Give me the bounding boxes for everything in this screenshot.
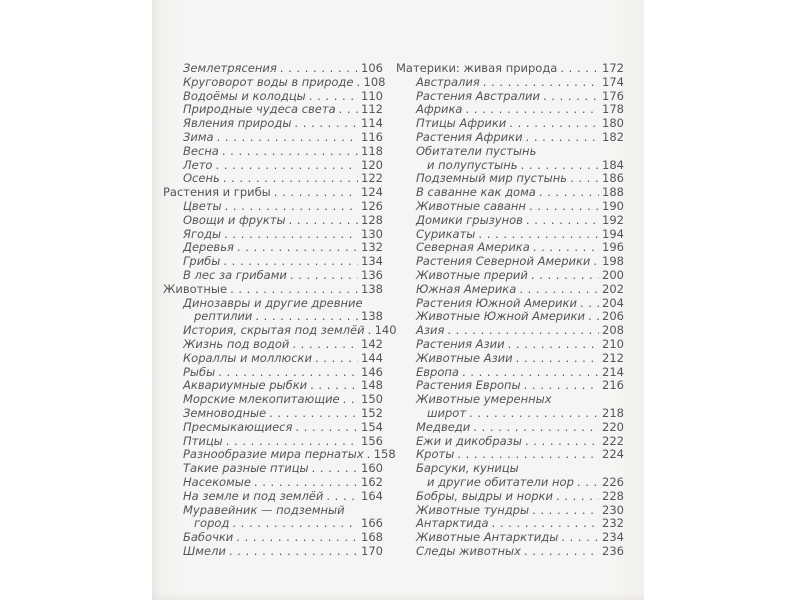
dot-leader bbox=[532, 504, 599, 518]
page-number: 236 bbox=[602, 543, 624, 558]
toc-entry-label: Животные bbox=[163, 281, 228, 296]
toc-entry-label: и полупустынь bbox=[427, 157, 518, 172]
toc-entry bbox=[163, 269, 383, 283]
dot-leader bbox=[588, 310, 599, 324]
page-number: 196 bbox=[602, 240, 624, 255]
toc-entry-label: Шмели bbox=[183, 543, 226, 558]
toc-entry-label: Животные тундры bbox=[416, 502, 530, 517]
dot-leader bbox=[215, 159, 358, 173]
toc-entry bbox=[396, 517, 624, 531]
dot-leader bbox=[556, 490, 599, 504]
toc-entry-label: Животные умеренных bbox=[416, 392, 552, 407]
page-number: 210 bbox=[602, 336, 624, 351]
dot-leader bbox=[226, 435, 358, 449]
toc-entry bbox=[396, 269, 624, 283]
toc-entry bbox=[396, 145, 624, 159]
toc-entry bbox=[163, 323, 397, 338]
page-number: 108 bbox=[363, 74, 386, 89]
dot-leader bbox=[326, 490, 358, 504]
dot-leader bbox=[509, 117, 599, 131]
toc-entry-label: широт bbox=[427, 405, 467, 420]
toc-entry bbox=[163, 310, 383, 324]
page-number: 214 bbox=[602, 364, 624, 379]
toc-entry-label: Животные Азии bbox=[416, 350, 513, 365]
toc-entry-label: Обитатели пустынь bbox=[416, 143, 537, 158]
toc-entry-label: Австралия bbox=[416, 74, 480, 89]
dot-leader bbox=[222, 145, 358, 159]
toc-entry bbox=[396, 228, 624, 242]
toc-entry bbox=[396, 448, 624, 462]
dot-leader bbox=[343, 393, 358, 407]
toc-entry-label: В саванне как дома bbox=[416, 185, 536, 200]
page-number: 216 bbox=[602, 378, 624, 393]
toc-entry bbox=[163, 407, 383, 421]
toc-entry-label: Домики грызунов bbox=[416, 212, 523, 227]
page-number: 200 bbox=[602, 267, 624, 282]
page-number: 160 bbox=[361, 461, 383, 476]
page-number: 130 bbox=[361, 226, 383, 241]
dot-leader bbox=[560, 62, 599, 76]
page-number: 190 bbox=[602, 198, 624, 213]
dot-leader bbox=[516, 352, 599, 366]
toc-entry-label: Птицы bbox=[183, 433, 223, 448]
toc-entry bbox=[163, 241, 383, 255]
book-page bbox=[152, 0, 644, 600]
toc-entry bbox=[396, 159, 624, 173]
toc-entry-label: Деревья bbox=[183, 240, 234, 255]
dot-leader bbox=[290, 269, 358, 283]
page-number: 154 bbox=[361, 419, 383, 434]
toc-entry-label: Пресмыкающиеся bbox=[183, 419, 293, 434]
toc-column-left bbox=[163, 61, 397, 559]
toc-entry bbox=[396, 490, 624, 504]
dot-leader bbox=[469, 407, 599, 421]
toc-entry bbox=[396, 504, 624, 518]
dot-leader bbox=[255, 310, 358, 324]
toc-entry bbox=[396, 476, 624, 490]
toc-entry bbox=[163, 255, 383, 269]
toc-section-header bbox=[163, 186, 383, 200]
toc-entry-label: Кроты bbox=[416, 447, 455, 462]
toc-entry bbox=[396, 283, 624, 297]
dot-leader bbox=[483, 76, 599, 90]
toc-entry bbox=[163, 421, 383, 435]
page-number: 138 bbox=[361, 309, 383, 324]
toc-entry bbox=[396, 297, 624, 311]
dot-leader bbox=[525, 435, 599, 449]
dot-leader bbox=[447, 324, 599, 338]
toc-entry-label: Водоёмы и колодцы bbox=[183, 88, 306, 103]
page-number: 152 bbox=[361, 405, 383, 420]
toc-entry-label: Сурикаты bbox=[416, 226, 476, 241]
toc-entry bbox=[163, 476, 383, 490]
toc-entry bbox=[163, 531, 383, 545]
dot-leader bbox=[223, 255, 358, 269]
toc-entry-label: Растения Африки bbox=[416, 129, 523, 144]
toc-entry bbox=[396, 407, 624, 421]
page-number: 140 bbox=[374, 323, 397, 338]
page-number: 218 bbox=[602, 405, 624, 420]
dot-leader bbox=[230, 283, 358, 297]
toc-entry bbox=[163, 131, 383, 145]
page-number: 176 bbox=[602, 88, 624, 103]
toc-entry bbox=[396, 435, 624, 449]
toc-entry-label: Разнообразие мира пернатых bbox=[183, 447, 364, 462]
page-number: 120 bbox=[361, 157, 383, 172]
toc-entry bbox=[396, 310, 624, 324]
dot-leader bbox=[521, 159, 599, 173]
toc-entry bbox=[396, 255, 624, 269]
toc-entry-label: Бобры, выдры и норки bbox=[416, 488, 553, 503]
toc-entry bbox=[396, 352, 624, 366]
toc-entry-label: Динозавры и другие древние bbox=[183, 295, 363, 310]
page-number: 128 bbox=[361, 212, 383, 227]
dot-leader bbox=[577, 476, 599, 490]
page-number: 126 bbox=[361, 198, 383, 213]
dot-leader bbox=[254, 476, 358, 490]
dot-leader bbox=[524, 379, 599, 393]
page-number: 118 bbox=[361, 143, 383, 158]
toc-entry bbox=[163, 103, 383, 117]
page-number: 172 bbox=[602, 61, 624, 75]
toc-entry bbox=[396, 131, 624, 145]
toc-entry-label: Антарктида bbox=[416, 516, 489, 531]
dot-leader bbox=[289, 214, 358, 228]
page-number: 212 bbox=[602, 350, 624, 365]
dot-leader bbox=[473, 421, 599, 435]
toc-entry-label: Растения Азии bbox=[416, 336, 505, 351]
toc-entry bbox=[163, 393, 383, 407]
dot-leader bbox=[312, 462, 358, 476]
page-number: 142 bbox=[361, 336, 383, 351]
page-number: 182 bbox=[602, 129, 624, 144]
toc-entry bbox=[396, 117, 624, 131]
page-number: 220 bbox=[602, 419, 624, 434]
toc-entry bbox=[396, 324, 624, 338]
page-number: 134 bbox=[361, 254, 383, 269]
toc-entry-label: Весна bbox=[183, 143, 219, 158]
toc-entry-label: Северная Америка bbox=[416, 240, 530, 255]
dot-leader bbox=[294, 117, 358, 131]
toc-entry bbox=[163, 462, 383, 476]
page-number: 194 bbox=[602, 226, 624, 241]
toc-entry bbox=[163, 435, 383, 449]
toc-entry-label: Материки: живая природа bbox=[396, 61, 558, 75]
toc-entry-label: Зима bbox=[183, 129, 214, 144]
toc-entry bbox=[396, 90, 624, 104]
toc-entry bbox=[396, 366, 624, 380]
dot-leader bbox=[492, 517, 599, 531]
toc-entry bbox=[396, 338, 624, 352]
page-number: 114 bbox=[361, 116, 383, 131]
toc-entry bbox=[396, 545, 624, 559]
dot-leader bbox=[274, 186, 358, 200]
toc-entry-label: город bbox=[194, 516, 230, 531]
dot-leader bbox=[315, 352, 358, 366]
page-number: 146 bbox=[361, 364, 383, 379]
toc-entry bbox=[163, 379, 383, 393]
dot-leader bbox=[457, 448, 599, 462]
page-number: 106 bbox=[361, 61, 383, 75]
toc-entry bbox=[396, 462, 624, 476]
toc-entry bbox=[163, 172, 383, 186]
toc-entry bbox=[163, 90, 383, 104]
toc-entry bbox=[163, 297, 383, 311]
toc-entry-label: Европа bbox=[416, 364, 459, 379]
toc-entry bbox=[396, 76, 624, 90]
toc-entry bbox=[396, 241, 624, 255]
page-number: 156 bbox=[361, 433, 383, 448]
toc-section-header bbox=[163, 283, 383, 297]
toc-entry-label: Лето bbox=[183, 157, 213, 172]
dot-leader bbox=[309, 90, 358, 104]
dot-leader bbox=[529, 200, 599, 214]
toc-entry bbox=[396, 379, 624, 393]
dot-leader bbox=[593, 255, 599, 269]
page-number: 184 bbox=[602, 157, 624, 172]
page-number: 206 bbox=[602, 309, 624, 324]
toc-entry-label: Барсуки, куницы bbox=[416, 461, 519, 476]
page-number: 204 bbox=[602, 295, 624, 310]
toc-entry-label: Растения и грибы bbox=[163, 185, 271, 200]
toc-entry-label: Муравейник — подземный bbox=[183, 502, 345, 517]
page-number: 136 bbox=[361, 267, 383, 282]
dot-leader bbox=[223, 172, 358, 186]
dot-leader bbox=[269, 407, 358, 421]
toc-entry-label: Цветы bbox=[183, 198, 222, 213]
page-number: 198 bbox=[602, 254, 624, 269]
dot-leader bbox=[465, 103, 599, 117]
toc-entry bbox=[163, 490, 383, 504]
toc-entry-label: Круговорот воды в природе bbox=[183, 74, 354, 89]
page-number: 208 bbox=[602, 323, 624, 338]
dot-leader bbox=[462, 366, 599, 380]
toc-entry-label: Растения Австралии bbox=[416, 88, 540, 103]
toc-entry-label: Ягоды bbox=[183, 226, 222, 241]
dot-leader bbox=[519, 283, 599, 297]
dot-leader bbox=[526, 214, 599, 228]
toc-entry-label: История, скрытая под землёй bbox=[183, 323, 365, 338]
toc-entry bbox=[396, 172, 624, 186]
dot-leader bbox=[218, 366, 358, 380]
page-number: 234 bbox=[602, 530, 624, 545]
dot-leader bbox=[543, 90, 599, 104]
toc-entry-label: Бабочки bbox=[183, 530, 234, 545]
page-number: 138 bbox=[361, 281, 383, 296]
toc-entry-label: Животные саванн bbox=[416, 198, 526, 213]
dot-leader bbox=[531, 269, 599, 283]
dot-leader bbox=[368, 324, 372, 338]
page-number: 192 bbox=[602, 212, 624, 227]
page-number: 202 bbox=[602, 281, 624, 296]
toc-entry bbox=[396, 421, 624, 435]
toc-entry-label: На земле и под землёй bbox=[183, 488, 324, 503]
toc-entry-label: В лес за грибами bbox=[183, 267, 287, 282]
toc-entry bbox=[163, 366, 383, 380]
page-number: 188 bbox=[602, 185, 624, 200]
toc-entry-label: Жизнь под водой bbox=[183, 336, 290, 351]
dot-leader bbox=[295, 421, 358, 435]
page-number: 132 bbox=[361, 240, 383, 255]
page-number: 148 bbox=[361, 378, 383, 393]
toc-entry bbox=[163, 214, 383, 228]
toc-entry-label: Животные Южной Америки bbox=[416, 309, 585, 324]
page-number: 144 bbox=[361, 350, 383, 365]
dot-leader bbox=[310, 379, 358, 393]
toc-entry bbox=[163, 145, 383, 159]
page-number: 116 bbox=[361, 129, 383, 144]
page-number: 186 bbox=[602, 171, 624, 186]
toc-entry-label: Аквариумные рыбки bbox=[183, 378, 308, 393]
toc-entry bbox=[396, 186, 624, 200]
dot-leader bbox=[232, 517, 358, 531]
page-number: 110 bbox=[361, 88, 383, 103]
toc-entry-label: Растения Европы bbox=[416, 378, 521, 393]
dot-leader bbox=[526, 131, 599, 145]
toc-entry bbox=[163, 74, 386, 90]
toc-entry-label: Рыбы bbox=[183, 364, 216, 379]
toc-entry bbox=[163, 200, 383, 214]
toc-entry bbox=[163, 228, 383, 242]
toc-entry-label: Растения Южной Америки bbox=[416, 295, 577, 310]
page-number: 168 bbox=[361, 530, 383, 545]
page-number: 162 bbox=[361, 474, 383, 489]
page-number: 178 bbox=[602, 102, 624, 117]
dot-leader bbox=[225, 200, 358, 214]
toc-entry-label: Следы животных bbox=[416, 543, 521, 558]
page-number: 224 bbox=[602, 447, 624, 462]
toc-entry bbox=[396, 200, 624, 214]
toc-entry-label: Природные чудеса света bbox=[183, 102, 336, 117]
toc-entry bbox=[396, 531, 624, 545]
toc-entry-label: рептилии bbox=[194, 309, 253, 324]
toc-entry-label: Азия bbox=[416, 323, 445, 338]
toc-entry-label: Земноводные bbox=[183, 405, 267, 420]
toc-entry-label: Морские млекопитающие bbox=[183, 392, 340, 407]
toc-entry-label: Кораллы и моллюски bbox=[183, 350, 312, 365]
dot-leader bbox=[236, 531, 358, 545]
dot-leader bbox=[339, 103, 358, 117]
page-number: 150 bbox=[361, 392, 383, 407]
toc-entry bbox=[163, 352, 383, 366]
page-number: 166 bbox=[361, 516, 383, 531]
page-number: 230 bbox=[602, 502, 624, 517]
dot-leader bbox=[580, 297, 599, 311]
dot-leader bbox=[356, 76, 360, 90]
toc-entry-label: Южная Америка bbox=[416, 281, 517, 296]
toc-entry-label: Ежи и дикобразы bbox=[416, 433, 522, 448]
toc-entry-label: Насекомые bbox=[183, 474, 251, 489]
page-number: 122 bbox=[361, 171, 383, 186]
toc-entry-label: Осень bbox=[183, 171, 220, 186]
toc-entry-label: и другие обитатели нор bbox=[427, 474, 574, 489]
toc-entry-label: Животные прерий bbox=[416, 267, 528, 282]
toc-entry-label: Овощи и фрукты bbox=[183, 212, 286, 227]
dot-leader bbox=[292, 338, 358, 352]
dot-leader bbox=[524, 545, 599, 559]
page-number: 112 bbox=[361, 102, 383, 117]
toc-entry-label: Такие разные птицы bbox=[183, 461, 309, 476]
toc-entry bbox=[163, 504, 383, 518]
dot-leader bbox=[224, 228, 358, 242]
page-number: 124 bbox=[361, 185, 383, 200]
toc-entry bbox=[163, 545, 383, 559]
toc-entry-label: Медведи bbox=[416, 419, 471, 434]
toc-entry-label: Грибы bbox=[183, 254, 221, 269]
toc-section-header bbox=[396, 62, 624, 76]
toc-entry-label: Птицы Африки bbox=[416, 116, 507, 131]
page-number: 222 bbox=[602, 433, 624, 448]
page-number: 180 bbox=[602, 116, 624, 131]
dot-leader bbox=[229, 545, 358, 559]
dot-leader bbox=[570, 172, 599, 186]
toc-entry bbox=[396, 214, 624, 228]
page-number: 174 bbox=[602, 74, 624, 89]
page-number: 158 bbox=[373, 447, 396, 462]
toc-entry-label: Растения Северной Америки bbox=[416, 254, 591, 269]
toc-entry bbox=[163, 159, 383, 173]
toc-entry-label: Подземный мир пустынь bbox=[416, 171, 568, 186]
toc-entry-label: Животные Антарктиды bbox=[416, 530, 559, 545]
dot-leader bbox=[280, 62, 358, 76]
page-number: 170 bbox=[361, 543, 383, 558]
dot-leader bbox=[561, 531, 599, 545]
toc-column-right bbox=[396, 62, 624, 559]
page-number: 228 bbox=[602, 488, 624, 503]
toc-entry bbox=[163, 338, 383, 352]
toc-entry-label: Явления природы bbox=[183, 116, 292, 131]
dot-leader bbox=[367, 448, 371, 462]
dot-leader bbox=[237, 241, 358, 255]
dot-leader bbox=[217, 131, 358, 145]
toc-entry bbox=[163, 117, 383, 131]
toc-entry bbox=[163, 447, 396, 462]
toc-entry bbox=[396, 103, 624, 117]
toc-entry bbox=[396, 393, 624, 407]
toc-entry-label: Африка bbox=[416, 102, 463, 117]
page-number: 226 bbox=[602, 474, 624, 489]
toc-entry-label: Землетрясения bbox=[183, 61, 277, 75]
dot-leader bbox=[539, 186, 599, 200]
dot-leader bbox=[533, 241, 599, 255]
dot-leader bbox=[508, 338, 599, 352]
page-number: 232 bbox=[602, 516, 624, 531]
toc-entry bbox=[163, 517, 383, 531]
toc-entry bbox=[163, 62, 383, 76]
dot-leader bbox=[478, 228, 599, 242]
page-number: 164 bbox=[361, 488, 383, 503]
